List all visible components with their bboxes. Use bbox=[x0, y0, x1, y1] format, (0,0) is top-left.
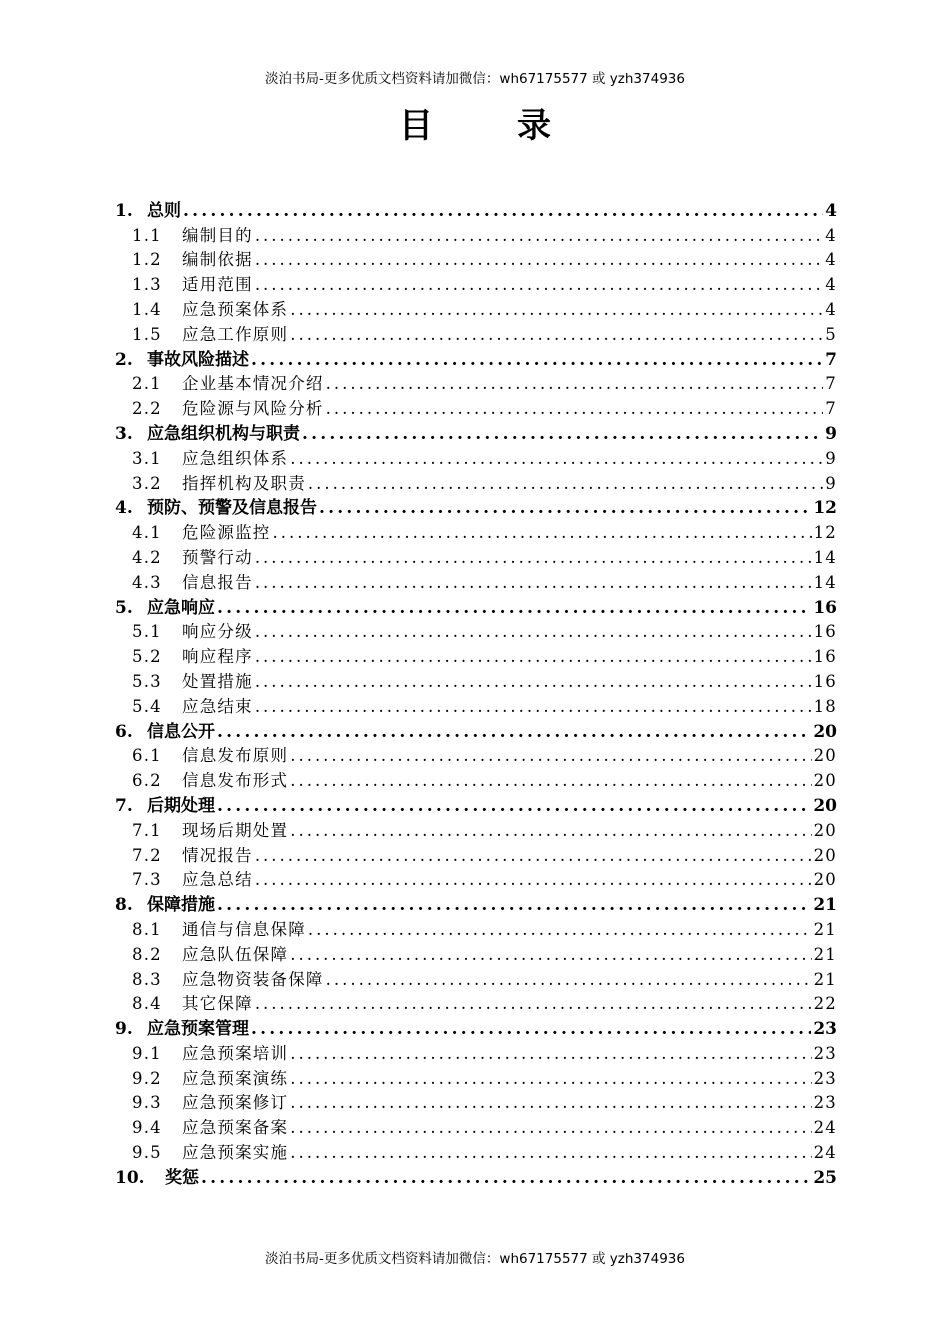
toc-entry-number: 4.1 bbox=[132, 523, 162, 543]
toc-entry-number: 5. bbox=[115, 597, 133, 618]
toc-section-entry[interactable] bbox=[115, 221, 837, 246]
toc-dot-leader bbox=[290, 1118, 811, 1138]
toc-entry-label: 应急预案演练 bbox=[182, 1068, 289, 1088]
toc-entry-page-number: 20 bbox=[813, 845, 837, 865]
toc-entry-number: 9.3 bbox=[132, 1093, 162, 1113]
toc-entry-label: 信息公开 bbox=[147, 721, 215, 742]
toc-section-entry[interactable] bbox=[115, 270, 837, 295]
toc-entry-label: 应急组织体系 bbox=[182, 448, 289, 468]
toc-entry-page-number: 4 bbox=[825, 200, 837, 221]
toc-entry-label: 总则 bbox=[147, 200, 181, 221]
toc-entry-number: 8.2 bbox=[132, 944, 162, 964]
toc-entry-number: 4.2 bbox=[132, 547, 162, 567]
toc-entry-label: 应急队伍保障 bbox=[182, 944, 289, 964]
toc-entry-page-number: 21 bbox=[813, 919, 837, 939]
toc-section-entry[interactable] bbox=[115, 1064, 837, 1089]
toc-entry-label: 预防、预警及信息报告 bbox=[147, 498, 317, 519]
toc-entry-label: 应急工作原则 bbox=[182, 324, 289, 344]
toc-entry-page-number: 4 bbox=[825, 275, 837, 295]
toc-section-entry[interactable] bbox=[115, 295, 837, 320]
toc-entry-page-number: 20 bbox=[813, 771, 837, 791]
toc-chapter-entry[interactable] bbox=[115, 791, 837, 816]
toc-entry-number: 4. bbox=[115, 498, 133, 519]
toc-dot-leader bbox=[255, 870, 812, 890]
toc-entry-label: 事故风险描述 bbox=[147, 349, 249, 370]
toc-entry-label: 应急预案体系 bbox=[182, 299, 289, 319]
toc-entry-number: 3. bbox=[115, 423, 133, 444]
toc-entry-page-number: 25 bbox=[813, 1167, 837, 1188]
toc-dot-leader bbox=[255, 226, 823, 246]
toc-dot-leader bbox=[290, 771, 811, 791]
toc-entry-label: 应急预案备案 bbox=[182, 1118, 289, 1138]
toc-section-entry[interactable] bbox=[115, 543, 837, 568]
toc-entry-number: 7. bbox=[115, 795, 133, 816]
toc-chapter-entry[interactable] bbox=[115, 419, 837, 444]
toc-dot-leader bbox=[290, 1093, 811, 1113]
toc-entry-number: 8. bbox=[115, 895, 133, 916]
toc-entry-page-number: 9 bbox=[825, 473, 837, 493]
toc-entry-number: 1.3 bbox=[132, 275, 162, 295]
toc-section-entry[interactable] bbox=[115, 1113, 837, 1138]
toc-entry-page-number: 7 bbox=[825, 374, 837, 394]
toc-dot-leader bbox=[326, 970, 812, 990]
toc-entry-page-number: 24 bbox=[813, 1143, 837, 1163]
toc-section-entry[interactable] bbox=[115, 568, 837, 593]
toc-entry-number: 5.4 bbox=[132, 696, 162, 716]
toc-dot-leader bbox=[255, 846, 812, 866]
toc-entry-number: 1.2 bbox=[132, 250, 162, 270]
toc-entry-page-number: 20 bbox=[813, 795, 837, 816]
toc-dot-leader bbox=[217, 722, 811, 742]
toc-entry-page-number: 16 bbox=[813, 671, 837, 691]
toc-entry-page-number: 21 bbox=[813, 969, 837, 989]
toc-dot-leader bbox=[255, 573, 812, 593]
toc-chapter-entry[interactable] bbox=[115, 717, 837, 742]
toc-entry-label: 应急结束 bbox=[182, 696, 253, 716]
toc-entry-number: 9.5 bbox=[132, 1143, 162, 1163]
toc-entry-label: 响应分级 bbox=[182, 622, 253, 642]
toc-section-entry[interactable] bbox=[115, 742, 837, 767]
header-watermark-note: 淡泊书局-更多优质文档资料请加微信：wh67175577 或 yzh374936 bbox=[265, 71, 685, 87]
toc-entry-page-number: 4 bbox=[825, 250, 837, 270]
toc-section-entry[interactable] bbox=[115, 444, 837, 469]
toc-entry-page-number: 18 bbox=[813, 696, 837, 716]
toc-entry-label: 应急预案管理 bbox=[147, 1019, 249, 1040]
toc-dot-leader bbox=[290, 1143, 811, 1163]
toc-dot-leader bbox=[326, 399, 824, 419]
toc-entry-label: 应急响应 bbox=[147, 597, 215, 618]
toc-entry-number: 9.2 bbox=[132, 1068, 162, 1088]
toc-entry-page-number: 14 bbox=[813, 572, 837, 592]
toc-dot-leader bbox=[308, 474, 823, 494]
toc-section-entry[interactable] bbox=[115, 1138, 837, 1163]
toc-entry-page-number: 20 bbox=[813, 721, 837, 742]
toc-dot-leader bbox=[255, 548, 812, 568]
toc-section-entry[interactable] bbox=[115, 766, 837, 791]
toc-entry-page-number: 24 bbox=[813, 1118, 837, 1138]
toc-entry-number: 5.1 bbox=[132, 622, 162, 642]
toc-chapter-entry[interactable] bbox=[115, 890, 837, 915]
toc-section-entry[interactable] bbox=[115, 667, 837, 692]
toc-dot-leader bbox=[290, 1069, 811, 1089]
toc-entry-number: 1.5 bbox=[132, 324, 162, 344]
toc-section-entry[interactable] bbox=[115, 915, 837, 940]
toc-entry-number: 1.1 bbox=[132, 225, 162, 245]
toc-entry-number: 3.1 bbox=[132, 448, 162, 468]
toc-entry-number: 8.1 bbox=[132, 919, 162, 939]
toc-entry-label: 应急预案修订 bbox=[182, 1093, 289, 1113]
toc-entry-number: 1. bbox=[115, 200, 133, 221]
toc-entry-number: 10. bbox=[115, 1167, 145, 1188]
toc-entry-label: 企业基本情况介绍 bbox=[182, 374, 324, 394]
toc-dot-leader bbox=[255, 994, 812, 1014]
toc-dot-leader bbox=[255, 275, 823, 295]
toc-entry-number: 7.3 bbox=[132, 870, 162, 890]
toc-entry-label: 其它保障 bbox=[182, 994, 253, 1014]
toc-dot-leader bbox=[251, 1019, 811, 1039]
toc-entry-label: 后期处理 bbox=[147, 795, 215, 816]
toc-section-entry[interactable] bbox=[115, 246, 837, 271]
toc-entry-label: 应急总结 bbox=[182, 870, 253, 890]
toc-entry-page-number: 23 bbox=[813, 1093, 837, 1113]
toc-section-entry[interactable] bbox=[115, 469, 837, 494]
toc-entry-number: 5.2 bbox=[132, 647, 162, 667]
toc-entry-page-number: 21 bbox=[813, 895, 837, 916]
toc-dot-leader bbox=[290, 746, 811, 766]
toc-entry-number: 9.4 bbox=[132, 1118, 162, 1138]
toc-dot-leader bbox=[302, 424, 823, 444]
toc-section-entry[interactable] bbox=[115, 990, 837, 1015]
toc-chapter-entry[interactable] bbox=[115, 1163, 837, 1188]
toc-section-entry[interactable] bbox=[115, 816, 837, 841]
toc-entry-label: 应急组织机构与职责 bbox=[147, 423, 300, 444]
toc-entry-page-number: 23 bbox=[813, 1019, 837, 1040]
toc-entry-page-number: 20 bbox=[813, 870, 837, 890]
footer-watermark-note: 淡泊书局-更多优质文档资料请加微信：wh67175577 或 yzh374936 bbox=[265, 1251, 685, 1267]
toc-entry-label: 编制依据 bbox=[182, 250, 253, 270]
toc-entry-number: 7.2 bbox=[132, 845, 162, 865]
toc-section-entry[interactable] bbox=[115, 692, 837, 717]
toc-dot-leader bbox=[319, 498, 811, 518]
toc-entry-page-number: 7 bbox=[825, 349, 837, 370]
toc-entry-label: 信息报告 bbox=[182, 572, 253, 592]
toc-entry-number: 6. bbox=[115, 721, 133, 742]
toc-entry-label: 指挥机构及职责 bbox=[182, 473, 306, 493]
toc-dot-leader bbox=[217, 895, 811, 915]
toc-dot-leader bbox=[183, 201, 823, 221]
table-of-contents bbox=[115, 196, 837, 1188]
toc-chapter-entry[interactable] bbox=[115, 196, 837, 221]
toc-entry-page-number: 16 bbox=[813, 647, 837, 667]
toc-section-entry[interactable] bbox=[115, 940, 837, 965]
toc-entry-page-number: 23 bbox=[813, 1068, 837, 1088]
toc-entry-label: 应急物资装备保障 bbox=[182, 969, 324, 989]
toc-chapter-entry[interactable] bbox=[115, 1014, 837, 1039]
toc-section-entry[interactable] bbox=[115, 370, 837, 395]
toc-entry-number: 8.4 bbox=[132, 994, 162, 1014]
toc-dot-leader bbox=[255, 250, 823, 270]
toc-section-entry[interactable] bbox=[115, 518, 837, 543]
toc-entry-page-number: 4 bbox=[825, 225, 837, 245]
toc-dot-leader bbox=[273, 523, 812, 543]
toc-entry-label: 奖惩 bbox=[165, 1167, 199, 1188]
page-title: 目录 bbox=[399, 106, 635, 146]
toc-dot-leader bbox=[290, 821, 811, 841]
toc-entry-number: 2. bbox=[115, 349, 133, 370]
toc-section-entry[interactable] bbox=[115, 394, 837, 419]
toc-entry-label: 信息发布形式 bbox=[182, 771, 289, 791]
toc-entry-label: 信息发布原则 bbox=[182, 746, 289, 766]
toc-entry-label: 应急预案实施 bbox=[182, 1143, 289, 1163]
toc-section-entry[interactable] bbox=[115, 965, 837, 990]
toc-entry-number: 6.2 bbox=[132, 771, 162, 791]
toc-section-entry[interactable] bbox=[115, 866, 837, 891]
toc-entry-number: 4.3 bbox=[132, 572, 162, 592]
toc-entry-label: 适用范围 bbox=[182, 275, 253, 295]
toc-section-entry[interactable] bbox=[115, 1089, 837, 1114]
toc-entry-label: 响应程序 bbox=[182, 647, 253, 667]
toc-chapter-entry[interactable] bbox=[115, 494, 837, 519]
toc-entry-page-number: 12 bbox=[813, 498, 837, 519]
toc-entry-page-number: 21 bbox=[813, 944, 837, 964]
toc-entry-page-number: 5 bbox=[825, 324, 837, 344]
toc-entry-number: 2.2 bbox=[132, 399, 162, 419]
toc-entry-page-number: 12 bbox=[813, 523, 837, 543]
toc-entry-page-number: 16 bbox=[813, 597, 837, 618]
toc-entry-page-number: 7 bbox=[825, 399, 837, 419]
toc-section-entry[interactable] bbox=[115, 1039, 837, 1064]
toc-entry-label: 应急预案培训 bbox=[182, 1043, 289, 1063]
toc-entry-page-number: 9 bbox=[825, 448, 837, 468]
toc-entry-number: 9. bbox=[115, 1019, 133, 1040]
toc-dot-leader bbox=[255, 647, 812, 667]
toc-section-entry[interactable] bbox=[115, 841, 837, 866]
toc-section-entry[interactable] bbox=[115, 618, 837, 643]
toc-entry-page-number: 4 bbox=[825, 299, 837, 319]
toc-entry-page-number: 23 bbox=[813, 1043, 837, 1063]
toc-entry-number: 3.2 bbox=[132, 473, 162, 493]
toc-dot-leader bbox=[201, 1168, 811, 1188]
toc-entry-page-number: 14 bbox=[813, 547, 837, 567]
toc-entry-number: 5.3 bbox=[132, 671, 162, 691]
toc-chapter-entry[interactable] bbox=[115, 345, 837, 370]
toc-dot-leader bbox=[217, 598, 811, 618]
toc-section-entry[interactable] bbox=[115, 642, 837, 667]
toc-entry-label: 保障措施 bbox=[147, 895, 215, 916]
toc-entry-label: 预警行动 bbox=[182, 547, 253, 567]
toc-section-entry[interactable] bbox=[115, 320, 837, 345]
toc-dot-leader bbox=[308, 920, 812, 940]
toc-entry-number: 8.3 bbox=[132, 969, 162, 989]
toc-entry-number: 6.1 bbox=[132, 746, 162, 766]
toc-chapter-entry[interactable] bbox=[115, 593, 837, 618]
toc-entry-number: 1.4 bbox=[132, 299, 162, 319]
toc-entry-number: 2.1 bbox=[132, 374, 162, 394]
toc-entry-page-number: 20 bbox=[813, 820, 837, 840]
toc-dot-leader bbox=[290, 300, 823, 320]
toc-entry-label: 危险源监控 bbox=[182, 523, 271, 543]
toc-entry-page-number: 16 bbox=[813, 622, 837, 642]
toc-dot-leader bbox=[326, 374, 824, 394]
toc-entry-number: 7.1 bbox=[132, 820, 162, 840]
toc-entry-label: 编制目的 bbox=[182, 225, 253, 245]
toc-dot-leader bbox=[255, 622, 812, 642]
toc-dot-leader bbox=[217, 796, 811, 816]
toc-dot-leader bbox=[290, 1044, 811, 1064]
toc-entry-page-number: 22 bbox=[813, 994, 837, 1014]
toc-entry-page-number: 20 bbox=[813, 746, 837, 766]
toc-dot-leader bbox=[251, 350, 823, 370]
toc-entry-label: 通信与信息保障 bbox=[182, 919, 306, 939]
toc-dot-leader bbox=[290, 325, 823, 345]
toc-entry-label: 危险源与风险分析 bbox=[182, 399, 324, 419]
toc-entry-number: 9.1 bbox=[132, 1043, 162, 1063]
toc-dot-leader bbox=[290, 449, 823, 469]
toc-entry-page-number: 9 bbox=[825, 423, 837, 444]
toc-dot-leader bbox=[290, 945, 811, 965]
toc-dot-leader bbox=[255, 672, 812, 692]
toc-entry-label: 处置措施 bbox=[182, 671, 253, 691]
toc-entry-label: 情况报告 bbox=[182, 845, 253, 865]
toc-dot-leader bbox=[255, 697, 812, 717]
toc-entry-label: 现场后期处置 bbox=[182, 820, 289, 840]
